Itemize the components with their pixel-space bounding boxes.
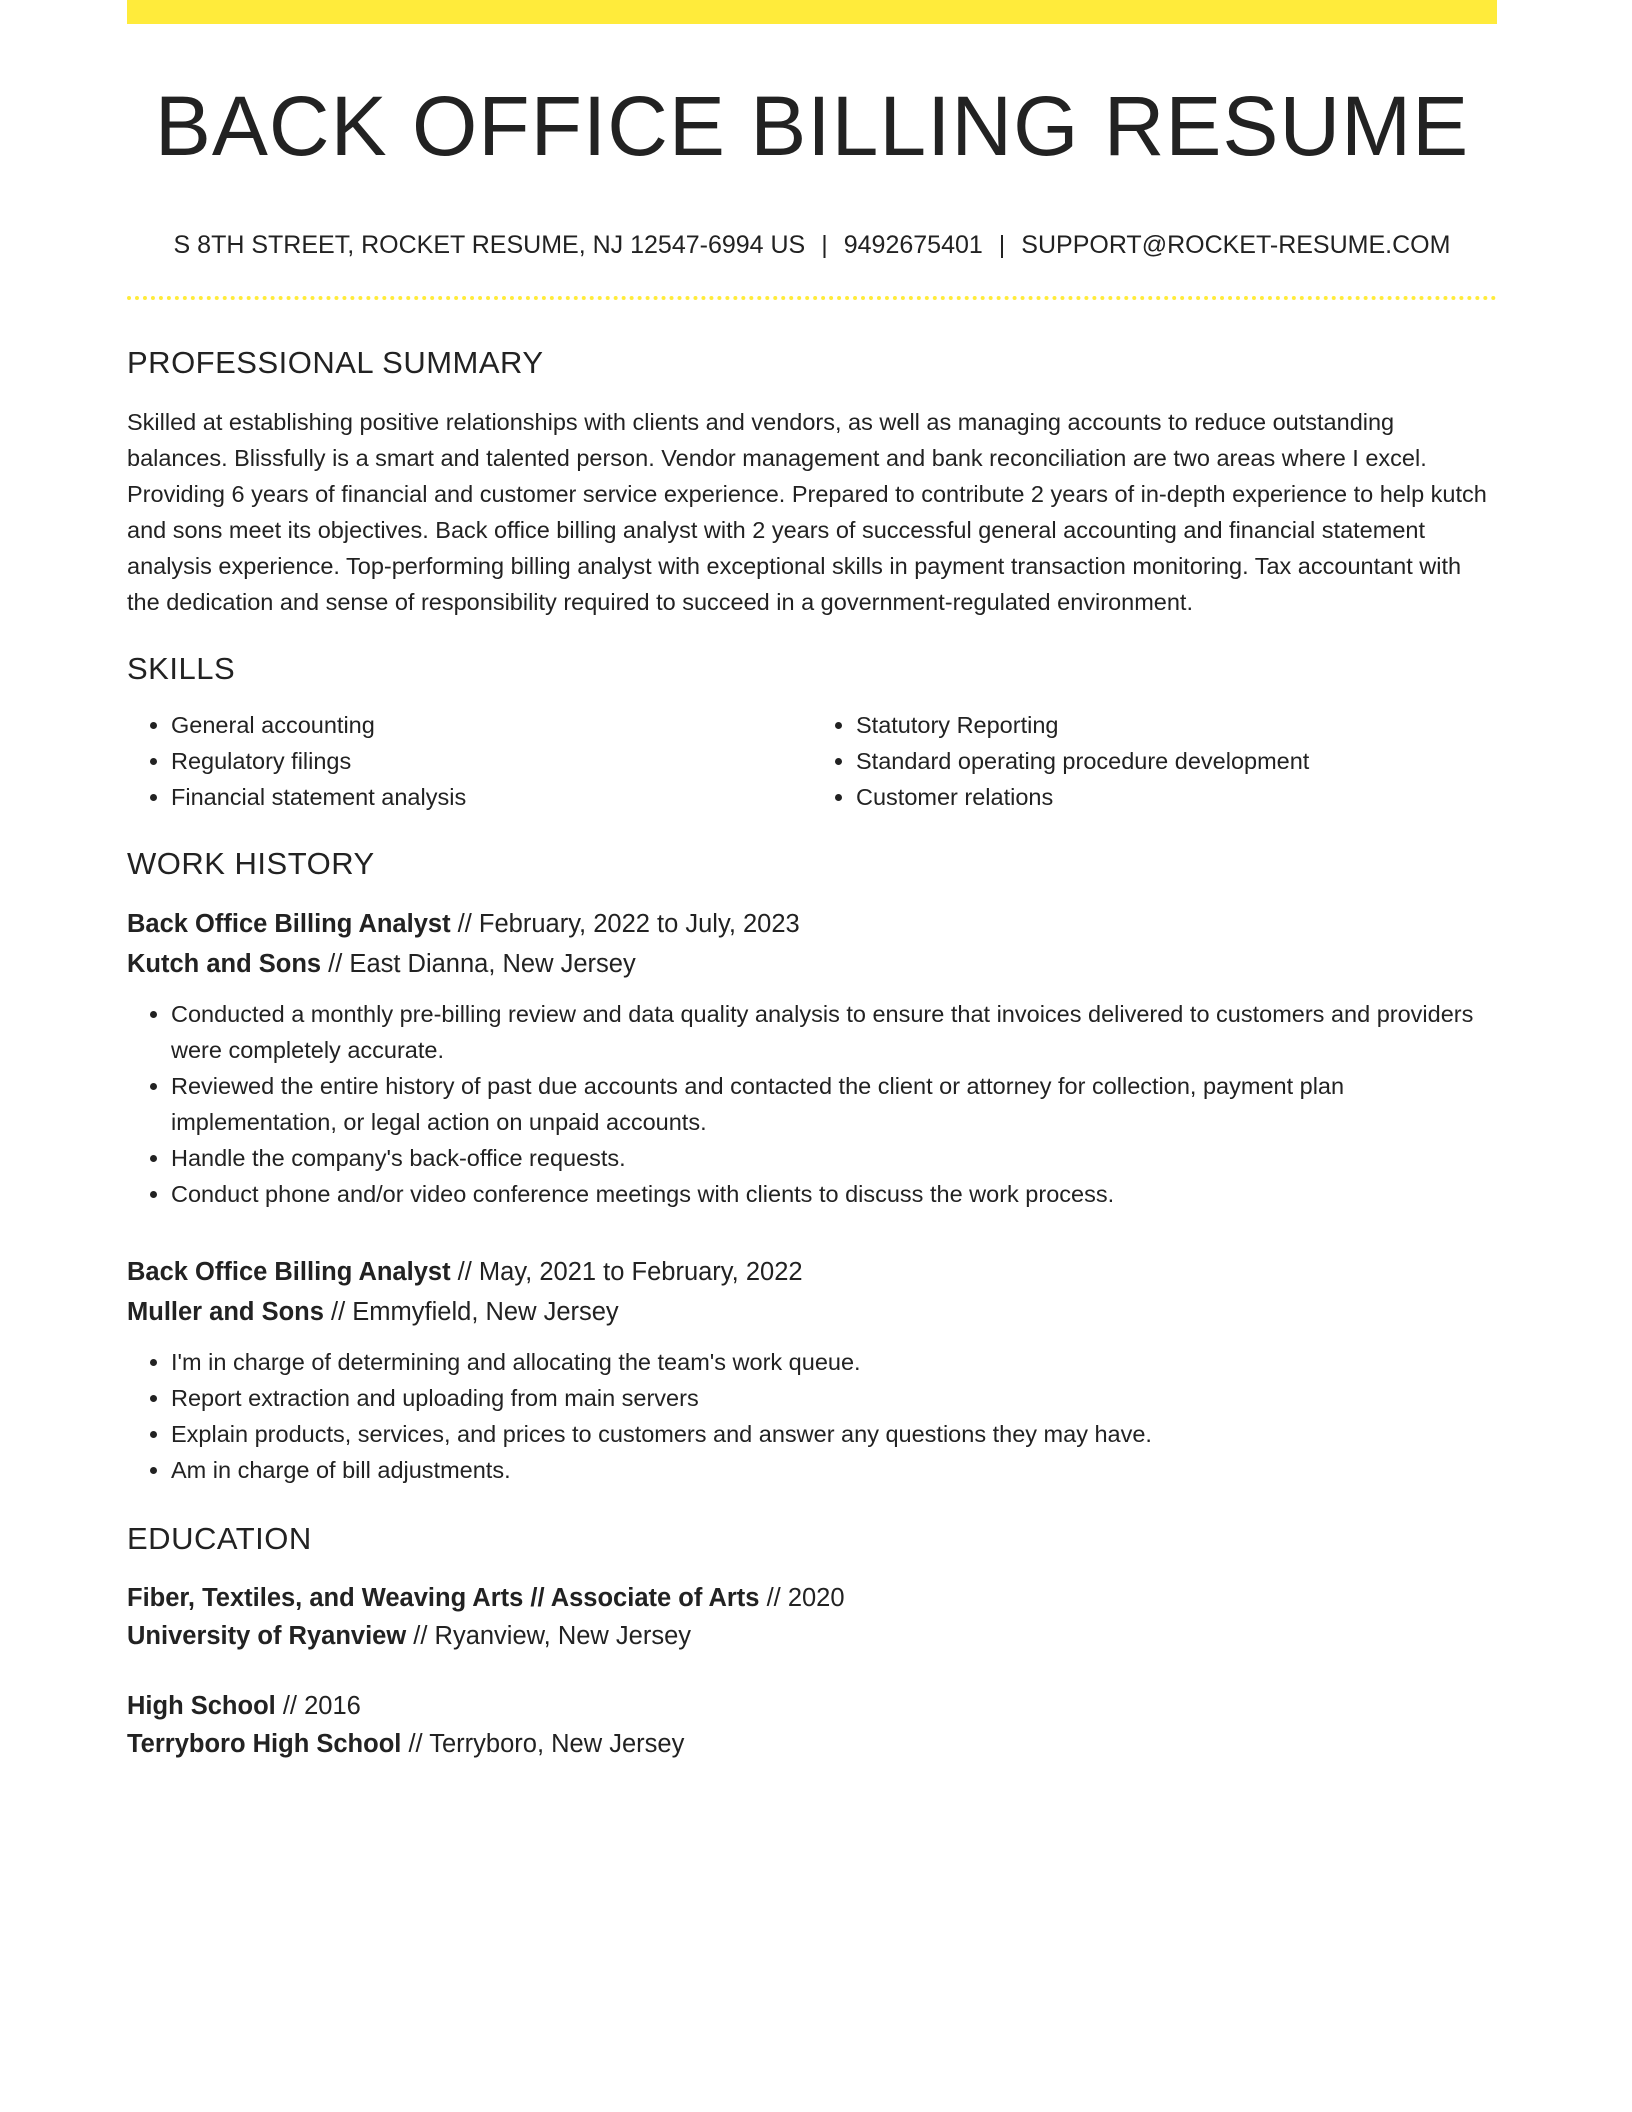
education-location: // Ryanview, New Jersey <box>406 1622 692 1651</box>
contact-phone: 9492675401 <box>843 231 983 260</box>
job-bullet: • Am in charge of bill adjustments. <box>171 1452 1497 1488</box>
contact-line <box>127 230 1497 260</box>
job-bullet: • Explain products, services, and prices to customers and answer any questions they may have. <box>171 1416 1497 1452</box>
education-entry <box>127 1579 1497 1655</box>
education-entry <box>127 1687 1497 1763</box>
skill-item: • General accounting <box>171 707 812 743</box>
education-school: University of Ryanview <box>127 1622 407 1651</box>
job-title-line <box>127 1252 1497 1292</box>
skill-item: • Standard operating procedure development <box>856 743 1497 779</box>
job-bullet: • I'm in charge of determining and allocating the team's work queue. <box>171 1344 1497 1380</box>
skill-item: • Customer relations <box>856 779 1497 815</box>
education-location: // Terryboro, New Jersey <box>401 1730 685 1759</box>
skill-item: • Statutory Reporting <box>856 707 1497 743</box>
education-school-line <box>127 1617 1497 1655</box>
job-company-line <box>127 944 1497 984</box>
skill-item: • Financial statement analysis <box>171 779 812 815</box>
job-bullet: • Conduct phone and/or video conference meetings with clients to discuss the work process. <box>171 1176 1497 1212</box>
education-school: Terryboro High School <box>127 1730 402 1759</box>
contact-email: SUPPORT@ROCKET-RESUME.COM <box>1021 231 1451 260</box>
job-company: Kutch and Sons <box>127 949 322 978</box>
resume-title: BACK OFFICE BILLING RESUME <box>154 79 1470 173</box>
job-bullet: • Conducted a monthly pre-billing review and data quality analysis to ensure that invoices delivered to customers and providers were completely accurate. <box>171 996 1497 1068</box>
job-title: Back Office Billing Analyst <box>127 1257 451 1286</box>
education-year: // 2020 <box>759 1584 845 1613</box>
job-dates: // May, 2021 to February, 2022 <box>450 1257 803 1286</box>
education-degree-line <box>127 1687 1497 1725</box>
education-degree: Fiber, Textiles, and Weaving Arts // Associate of Arts <box>127 1584 760 1613</box>
job-location: // Emmyfield, New Jersey <box>323 1297 619 1326</box>
education-school-line <box>127 1725 1497 1763</box>
job-location: // East Dianna, New Jersey <box>321 949 636 978</box>
job-entry <box>127 904 1497 1212</box>
job-bullets <box>127 1344 1497 1488</box>
skills-column-right <box>812 707 1497 815</box>
contact-separator: | <box>998 231 1006 260</box>
job-title-line <box>127 904 1497 944</box>
job-company-line <box>127 1292 1497 1332</box>
education-degree-line <box>127 1579 1497 1617</box>
job-company: Muller and Sons <box>127 1297 324 1326</box>
job-dates: // February, 2022 to July, 2023 <box>450 909 800 938</box>
summary-text: Skilled at establishing positive relationships with clients and vendors, as well as managing accounts to reduce outstanding balances. Blissfully is a smart and talented person. Vendor management and bank reconciliation are two areas where I excel. Providing 6 years of financial and customer service experience. Prepared to contribute 2 years of in-depth experience to help kutch and sons meet its objectives. Back office billing analyst with 2 years of successful general accounting and financial statement analysis experience. Top-performing billing analyst with exceptional skills in payment transaction monitoring. Tax accountant with the dedication and sense of responsibility required to succeed in a government-regulated environment. <box>127 408 1487 615</box>
top-accent-bar <box>127 0 1497 24</box>
header-divider <box>127 296 1497 300</box>
job-bullet: • Report extraction and uploading from main servers <box>171 1380 1497 1416</box>
contact-address: S 8TH STREET, ROCKET RESUME, NJ 12547-6994 US <box>173 231 806 260</box>
skills-heading: SKILLS <box>127 650 236 686</box>
job-bullet: • Handle the company's back-office requests. <box>171 1140 1497 1176</box>
summary-heading: PROFESSIONAL SUMMARY <box>127 345 544 381</box>
job-title: Back Office Billing Analyst <box>127 909 451 938</box>
job-bullets <box>127 996 1497 1212</box>
contact-separator: | <box>821 231 828 260</box>
skill-item: • Regulatory filings <box>171 743 812 779</box>
skills-grid <box>127 707 1497 815</box>
work-history-heading: WORK HISTORY <box>127 845 375 881</box>
job-entry <box>127 1252 1497 1488</box>
education-degree: High School <box>127 1692 276 1721</box>
job-bullet: • Reviewed the entire history of past due accounts and contacted the client or attorney for collection, payment plan implementation, or legal action on unpaid accounts. <box>171 1068 1497 1140</box>
skills-column-left <box>127 707 812 815</box>
resume-page <box>127 0 1497 1763</box>
education-heading: EDUCATION <box>127 1520 312 1556</box>
education-year: // 2016 <box>275 1692 361 1721</box>
